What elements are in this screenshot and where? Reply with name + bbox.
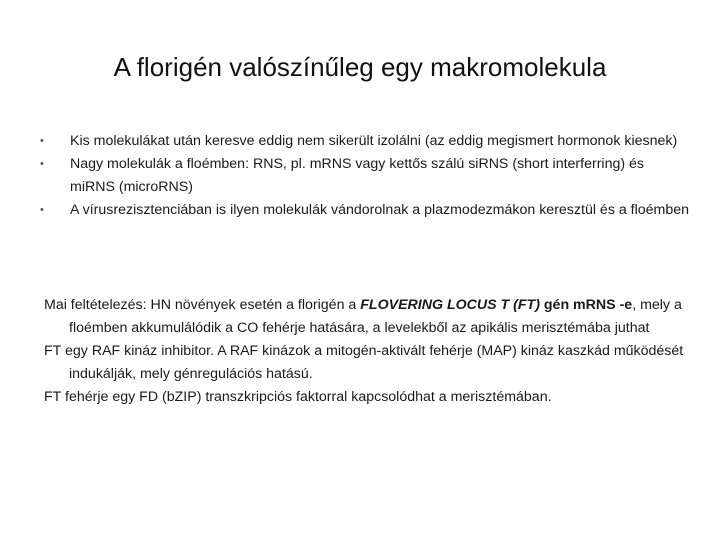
bullet-item [40,130,690,153]
body-paragraphs [44,294,694,409]
paragraph-hypothesis [44,294,694,340]
paragraph-raf-kinase: FT egy RAF kináz inhibitor. A RAF kinázok a mitogén-aktivált fehérje (MAP) kináz kaszkád működését indukálják, mely génregulációs hatású. [44,343,684,382]
bullet-dot: • [40,158,44,170]
paragraph-prefix: Mai feltételezés: HN növények esetén a florigén a [44,297,361,313]
slide-title: A florigén valószínűleg egy makromolekula [113,52,607,82]
paragraph-rest: , mely a floémben akkumulálódik a CO fehérje hatására, a levelekből az apikális merisztémába juthat [69,297,682,336]
bullet-text: Nagy molekulák a floémben: RNS, pl. mRNS vagy kettős szálú siRNS (short interferring) és miRNS (microRNS) [70,156,645,195]
paragraph-fd-factor: FT fehérje egy FD (bZIP) transzkripciós faktorral kapcsolódhat a merisztémában. [44,389,552,405]
bullet-text: Kis molekulákat után keresve eddig nem sikerült izolálni (az eddig megismert hormonok kiesnek) [70,133,678,149]
bullet-text: A vírusrezisztenciában is ilyen molekulák vándorolnak a plazmodezmákon keresztül és a floémben [70,202,690,218]
bullet-item [40,153,690,199]
bullet-item [40,199,690,222]
bullet-dot: • [40,204,44,216]
bullet-list [40,130,690,222]
gene-name: FLOVERING LOCUS T (FT) [360,297,540,313]
bullet-dot: • [40,135,44,147]
gene-suffix: gén mRNS -e [539,297,633,313]
